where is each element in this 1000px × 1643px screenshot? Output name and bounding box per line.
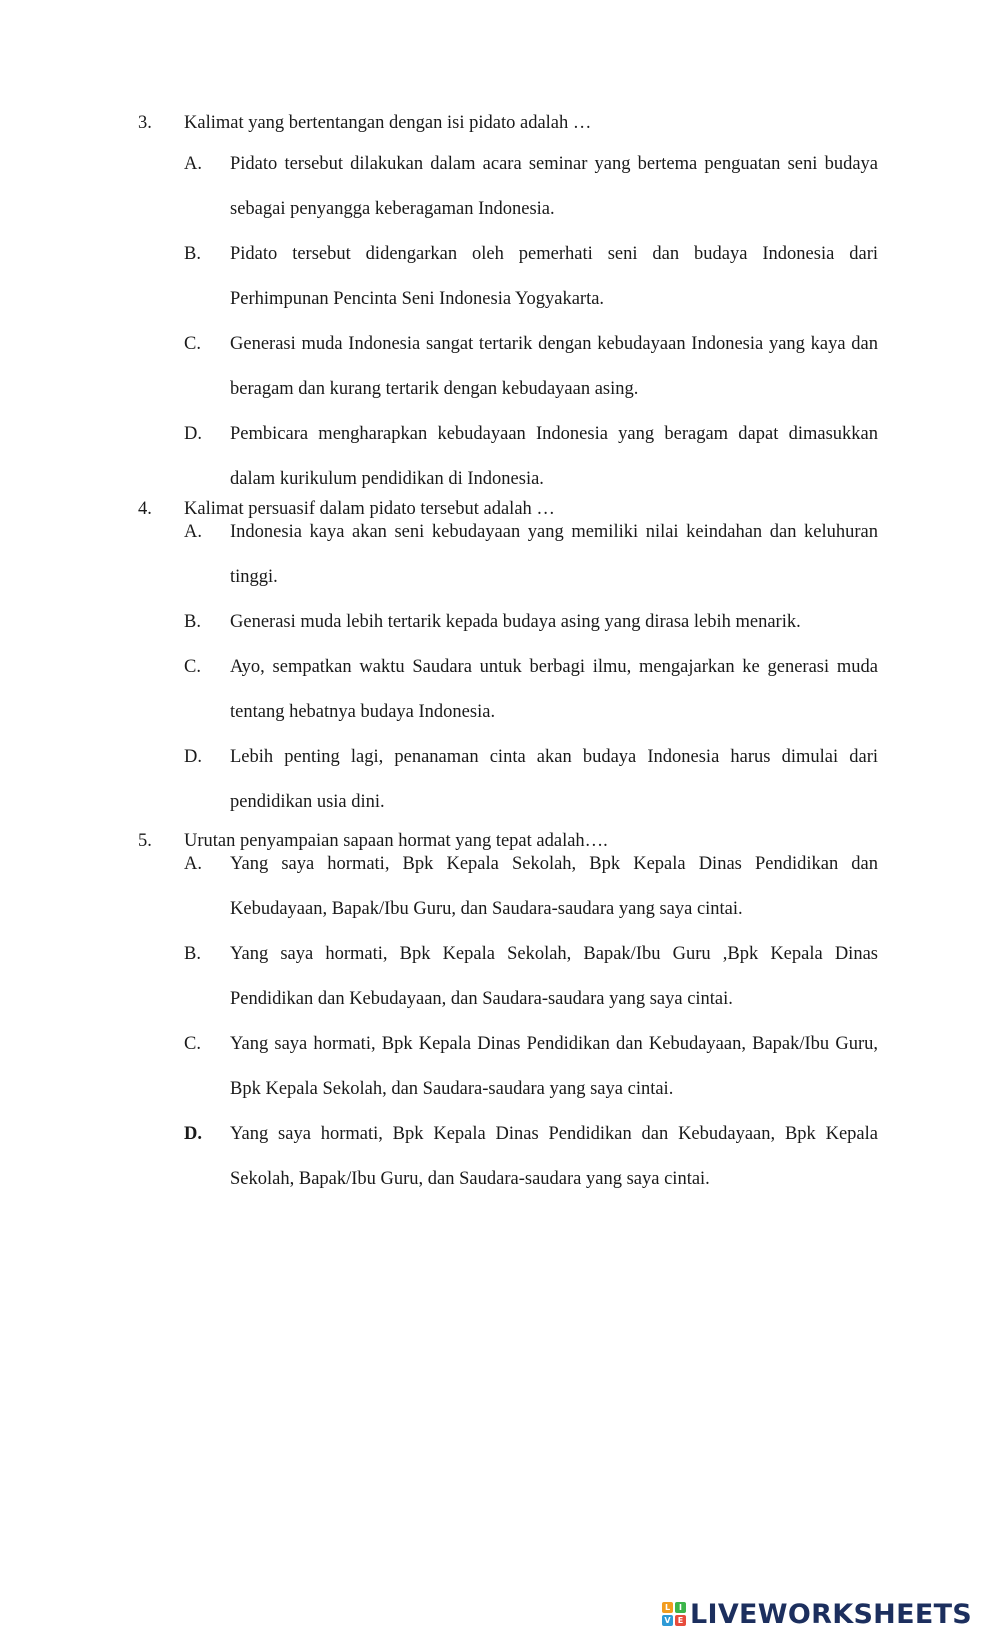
logo-tile: L [662, 1602, 673, 1613]
option-3a[interactable] [184, 142, 878, 232]
option-letter: D. [184, 747, 202, 767]
question-number: 4. [138, 499, 152, 519]
question-text: Urutan penyampaian sapaan hormat yang tepat adalah…. [184, 831, 608, 851]
logo-tile: I [675, 1602, 686, 1613]
option-text: Yang saya hormati, Bpk Kepala Sekolah, Bapak/Ibu Guru ,Bpk Kepala Dinas Pendidikan dan Kebudayaan, dan Saudara-saudara yang saya cintai. [230, 944, 878, 1009]
option-5b[interactable] [184, 932, 878, 1022]
brand-text: LIVEWORKSHEETS [690, 1598, 973, 1630]
liveworksheets-icon [662, 1602, 686, 1626]
option-letter: B. [184, 612, 201, 632]
option-letter: C. [184, 1034, 201, 1054]
option-text: Generasi muda Indonesia sangat tertarik dengan kebudayaan Indonesia yang kaya dan beragam dan kurang tertarik dengan kebudayaan asing. [230, 334, 878, 399]
option-4d[interactable] [184, 735, 878, 825]
option-5a[interactable] [184, 842, 878, 932]
option-letter: B. [184, 944, 201, 964]
question-header [138, 112, 878, 134]
option-letter: A. [184, 854, 202, 874]
option-3d[interactable] [184, 412, 878, 502]
option-letter: D. [184, 424, 202, 444]
question-3 [138, 112, 878, 502]
option-letter: C. [184, 657, 201, 677]
option-3b[interactable] [184, 232, 878, 322]
logo-tile: E [675, 1615, 686, 1626]
option-3c[interactable] [184, 322, 878, 412]
option-text: Generasi muda lebih tertarik kepada budaya asing yang dirasa lebih menarik. [230, 612, 801, 632]
option-text: Indonesia kaya akan seni kebudayaan yang memiliki nilai keindahan dan keluhuran tinggi. [230, 522, 878, 587]
question-text: Kalimat persuasif dalam pidato tersebut adalah … [184, 499, 555, 519]
option-text: Pidato tersebut didengarkan oleh pemerhati seni dan budaya Indonesia dari Perhimpunan Pencinta Seni Indonesia Yogyakarta. [230, 244, 878, 309]
question-number: 3. [138, 113, 152, 133]
question-text: Kalimat yang bertentangan dengan isi pidato adalah … [184, 113, 592, 133]
logo-tile: V [662, 1615, 673, 1626]
option-text: Yang saya hormati, Bpk Kepala Dinas Pendidikan dan Kebudayaan, Bpk Kepala Sekolah, Bapak/Ibu Guru, dan Saudara-saudara yang saya cintai. [230, 1124, 878, 1189]
option-text: Pidato tersebut dilakukan dalam acara seminar yang bertema penguatan seni budaya sebagai penyangga keberagaman Indonesia. [230, 154, 878, 219]
option-4c[interactable] [184, 645, 878, 735]
option-letter: B. [184, 244, 201, 264]
option-5d[interactable] [184, 1112, 878, 1202]
option-letter: A. [184, 154, 202, 174]
question-5 [138, 830, 878, 1202]
option-text: Ayo, sempatkan waktu Saudara untuk berbagi ilmu, mengajarkan ke generasi muda tentang hebatnya budaya Indonesia. [230, 657, 878, 722]
option-letter: D. [184, 1124, 202, 1144]
option-text: Pembicara mengharapkan kebudayaan Indonesia yang beragam dapat dimasukkan dalam kurikulum pendidikan di Indonesia. [230, 424, 878, 489]
liveworksheets-logo [662, 1598, 972, 1630]
option-5c[interactable] [184, 1022, 878, 1112]
question-4 [138, 498, 878, 825]
option-4b[interactable] [184, 600, 878, 645]
option-letter: A. [184, 522, 202, 542]
option-text: Yang saya hormati, Bpk Kepala Sekolah, Bpk Kepala Dinas Pendidikan dan Kebudayaan, Bapak/Ibu Guru, dan Saudara-saudara yang saya cintai. [230, 854, 878, 919]
question-number: 5. [138, 831, 152, 851]
option-text: Yang saya hormati, Bpk Kepala Dinas Pendidikan dan Kebudayaan, Bapak/Ibu Guru, Bpk Kepala Sekolah, dan Saudara-saudara yang saya cintai. [230, 1034, 878, 1099]
option-text: Lebih penting lagi, penanaman cinta akan budaya Indonesia harus dimulai dari pendidikan usia dini. [230, 747, 878, 812]
option-letter: C. [184, 334, 201, 354]
option-4a[interactable] [184, 510, 878, 600]
